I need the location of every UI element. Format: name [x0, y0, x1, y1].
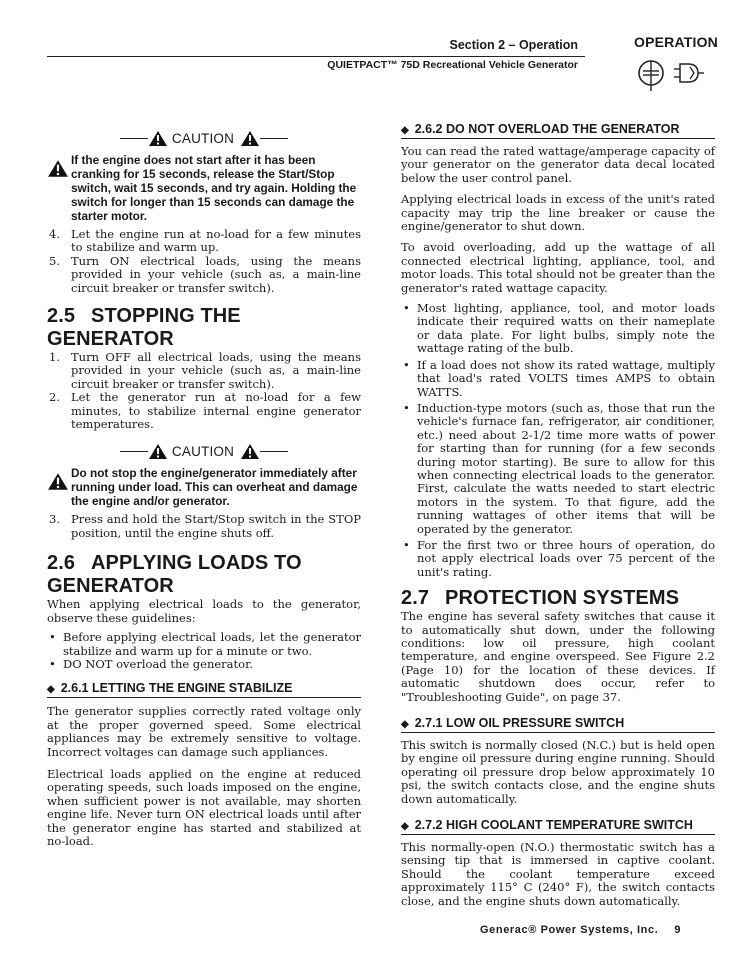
caution-text: Do not stop the engine/generator immediately after running under load. This can overheat and damage the engine and/or generator.	[71, 466, 358, 509]
section-number: 2.6	[47, 552, 76, 575]
caution-heading	[47, 443, 361, 460]
step-text: Turn OFF all electrical loads, using the means provided in your vehicle (such as, a main-line circuit breaker or transfer switch).	[71, 350, 361, 391]
subsection-title: 2.7.1 LOW OIL PRESSURE SWITCH	[414, 716, 625, 731]
list-item	[47, 391, 361, 431]
list-item	[47, 351, 361, 391]
list-item: • Most lighting, appliance, tool, and motor loads indicate their required watts on their nameplate or data plate. For light bulbs, simply note the wattage rating of the bulb.	[403, 301, 715, 356]
operation-tab-label: OPERATION	[634, 34, 718, 50]
caution-label: CAUTION	[171, 131, 235, 146]
paragraph: When applying electrical loads to the generator, observe these guidelines:	[47, 597, 361, 625]
subsection-heading: ◆ 2.7.1 LOW OIL PRESSURE SWITCH	[401, 716, 715, 733]
page-footer	[480, 924, 681, 936]
warning-triangle-icon	[240, 130, 260, 147]
list-item: • For the first two or three hours of operation, do not apply electrical loads over 75 percent of the unit's rating.	[403, 537, 715, 579]
list-item: • DO NOT overload the generator.	[47, 658, 361, 671]
caution-label: CAUTION	[171, 444, 235, 460]
warning-triangle-icon	[47, 159, 69, 178]
right-column	[401, 122, 715, 908]
header-rule	[47, 56, 585, 57]
section-heading	[401, 587, 715, 610]
step-number: 1.	[49, 350, 60, 365]
caution-heading	[47, 130, 361, 147]
paragraph: This normally-open (N.O.) thermostatic switch has a sensing tip that is immersed in captive coolant. Should the coolant temperature exceed approximately 115° C (240° F), the switch contacts close, and the engine shuts down automatically.	[401, 840, 715, 908]
paragraph: To avoid overloading, add up the wattage of all connected electrical lighting, appliance, tool, and motor loads. This total should not be greater than the generator's rated wattage capacity.	[401, 240, 715, 295]
subsection-heading: ◆ 2.7.2 HIGH COOLANT TEMPERATURE SWITCH	[401, 818, 715, 835]
bullet-list	[401, 302, 715, 579]
caution-text: If the engine does not start after it has been cranking for 15 seconds, release the Start/Stop switch, wait 15 seconds, and try again. Holding the switch for longer than 15 seconds can damage the starter motor.	[71, 153, 357, 223]
caution-block	[47, 466, 361, 508]
warning-triangle-icon	[240, 443, 260, 460]
list-item: • If a load does not show its rated wattage, multiply that load's rated VOLTS times AMPS to obtain WATTS.	[403, 357, 715, 399]
bullet-text: Induction-type motors (such as, those that run the vehicle's furnace fan, refrigerator, air conditioner, etc.) need about 2-1/2 time more watts of power for starting than for running (for a few seconds during motor starting). Be sure to allow for this when connecting electrical loads to the generator. First, calculate the watts needed to start electric motors in the system. To that figure, add the running wattages of other items that will be operated by the generator.	[417, 400, 715, 536]
step-text: Turn ON electrical loads, using the means provided in your vehicle (such as, a main-line circuit breaker or transfer switch).	[71, 253, 361, 295]
list-item	[47, 255, 361, 295]
steps-list	[47, 228, 361, 295]
bullet-text: Most lighting, appliance, tool, and motor loads indicate their required watts on their nameplate or data plate. For light bulbs, simply note the wattage rating of the bulb.	[417, 301, 715, 356]
list-item	[47, 228, 361, 255]
paragraph: The engine has several safety switches that cause it to automatically shut down, under the following conditions: low oil pressure, high coolant temperature, and engine overspeed. See Figure 2.2 (Page 10) for the location of these devices. If automatic shutdown does occur, refer to "Troubleshooting Guide", on page 37.	[401, 609, 715, 704]
section-heading	[47, 305, 361, 351]
warning-triangle-icon	[148, 443, 168, 460]
page-number: 9	[674, 924, 682, 936]
section-title: Section 2 – Operation	[449, 38, 578, 52]
warning-triangle-icon	[47, 472, 69, 491]
step-number: 5.	[49, 253, 60, 268]
step-number: 2.	[49, 390, 60, 405]
step-text: Let the engine run at no-load for a few minutes to stabilize and warm up.	[71, 227, 361, 255]
subsection-title: 2.6.2 DO NOT OVERLOAD THE GENERATOR	[414, 122, 680, 136]
bullet-text: DO NOT overload the generator.	[63, 656, 253, 671]
subsection-title: 2.6.1 LETTING THE ENGINE STABILIZE	[60, 681, 293, 696]
section-title: STOPPING THE GENERATOR	[47, 305, 241, 351]
paragraph: Electrical loads applied on the engine at reduced operating speeds, such loads imposed on the engine, when sufficient power is not available, may shorten engine life. Never turn ON electrical loads until after the generator engine has started and stabilized at no-load.	[47, 766, 361, 848]
section-title: PROTECTION SYSTEMS	[445, 587, 680, 610]
steps-list	[47, 513, 361, 540]
bullet-text: For the first two or three hours of operation, do not apply electrical loads over 75 percent of the unit's rating.	[417, 537, 715, 579]
subsection-heading: ◆ 2.6.1 LETTING THE ENGINE STABILIZE	[47, 681, 361, 698]
section-number: 2.7	[401, 587, 430, 610]
bullet-list	[47, 631, 361, 671]
caution-block	[47, 153, 361, 223]
steps-list	[47, 351, 361, 431]
footer-company: Generac® Power Systems, Inc.	[480, 924, 659, 936]
section-title: APPLYING LOADS TO GENERATOR	[47, 552, 302, 598]
warning-triangle-icon	[148, 130, 168, 147]
step-number: 3.	[49, 512, 60, 527]
paragraph: This switch is normally closed (N.C.) but is held open by engine oil pressure during engine running. Should operating oil pressure drop below approximately 10 psi, the switch contacts close, and the engine shuts down automatically.	[401, 738, 715, 806]
subsection-title: 2.7.2 HIGH COOLANT TEMPERATURE SWITCH	[414, 818, 693, 833]
step-number: 4.	[49, 227, 60, 241]
section-number: 2.5	[47, 305, 76, 328]
section-heading	[47, 552, 361, 598]
left-column	[47, 130, 361, 848]
operation-generator-icon	[634, 56, 716, 92]
product-title: QUIETPACT™ 75D Recreational Vehicle Generator	[327, 59, 578, 71]
step-text: Press and hold the Start/Stop switch in the STOP position, until the engine shuts off.	[71, 512, 361, 540]
list-item: • Induction-type motors (such as, those that run the vehicle's furnace fan, refrigerator, air conditioner, etc.) need about 2-1/2 time more watts of power for starting than for running (for a few seconds during motor starting). Be sure to allow for this when connecting electrical loads to the generator. First, calculate the watts needed to start electric motors in the system. To that figure, add the running wattages of other items that will be operated by the generator.	[403, 400, 715, 536]
paragraph: Applying electrical loads in excess of the unit's rated capacity may trip the line breaker or cause the engine/generator to shut down.	[401, 192, 715, 234]
paragraph: The generator supplies correctly rated voltage only at the proper governed speed. Some electrical appliances may be extremely sensitive to voltage. Incorrect voltages can damage such appliances.	[47, 704, 361, 759]
bullet-text: Before applying electrical loads, let the generator stabilize and warm up for a minute or two.	[63, 630, 361, 658]
step-text: Let the generator run at no-load for a few minutes, to stabilize internal engine generator temperatures.	[71, 390, 361, 432]
list-item	[47, 513, 361, 540]
subsection-heading: ◆ 2.6.2 DO NOT OVERLOAD THE GENERATOR	[401, 122, 715, 139]
paragraph: You can read the rated wattage/amperage capacity of your generator on the generator data decal located below the user control panel.	[401, 144, 715, 185]
list-item: • Before applying electrical loads, let the generator stabilize and warm up for a minute or two.	[49, 630, 361, 658]
bullet-text: If a load does not show its rated wattage, multiply that load's rated VOLTS times AMPS to obtain WATTS.	[417, 357, 715, 399]
